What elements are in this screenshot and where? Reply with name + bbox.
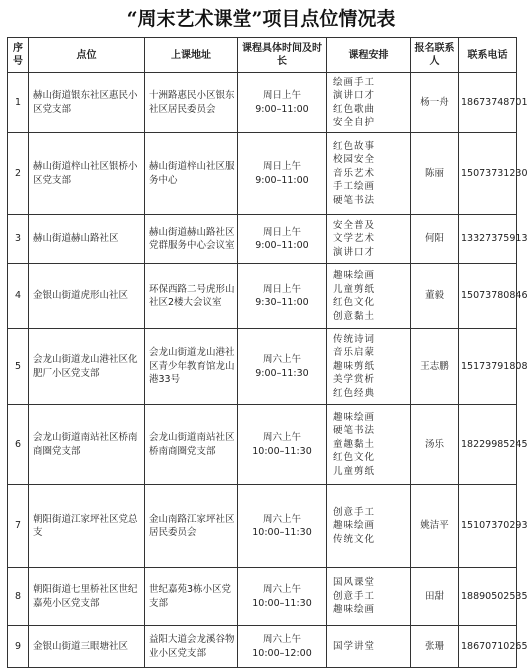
header-site: 点位 xyxy=(29,38,145,73)
header-time: 课程具体时间及时长 xyxy=(238,38,327,73)
cell-seq: 7 xyxy=(8,485,29,568)
cell-seq: 9 xyxy=(8,626,29,668)
course-item: 儿童剪纸 xyxy=(333,283,376,295)
cell-course xyxy=(327,626,411,668)
cell-contact: 田甜 xyxy=(411,568,459,626)
course-item: 音乐启蒙 xyxy=(333,347,376,359)
cell-site: 会龙山街道龙山港社区化肥厂小区党支部 xyxy=(29,329,145,405)
cell-contact: 张珊 xyxy=(411,626,459,668)
course-item: 趣味绘画 xyxy=(333,604,376,616)
header-course: 课程安排 xyxy=(327,38,411,73)
course-item: 童趣黏土 xyxy=(333,438,376,450)
cell-site: 朝阳街道江家坪社区党总支 xyxy=(29,485,145,568)
time-line: 周六上午 xyxy=(262,354,301,365)
cell-phone: 15073731230 xyxy=(459,133,517,215)
table-row xyxy=(8,215,517,264)
cell-course xyxy=(327,264,411,329)
table-header-row xyxy=(8,38,517,73)
course-item: 创意黏土 xyxy=(333,310,376,322)
cell-time xyxy=(238,73,327,133)
cell-time xyxy=(238,329,327,405)
cell-phone: 18229985245 xyxy=(459,405,517,485)
course-item: 红色文化 xyxy=(333,452,376,464)
cell-phone: 15173791808 xyxy=(459,329,517,405)
header-seq: 序号 xyxy=(8,38,29,73)
cell-site: 金银山街道虎形山社区 xyxy=(29,264,145,329)
table-row xyxy=(8,568,517,626)
header-phone: 联系电话 xyxy=(459,38,517,73)
course-item: 创意手工 xyxy=(333,506,376,518)
course-item: 传统诗词 xyxy=(333,333,376,345)
cell-site: 朝阳街道七里桥社区世纪嘉苑小区党支部 xyxy=(29,568,145,626)
cell-time xyxy=(238,568,327,626)
course-item: 红色歌曲 xyxy=(333,103,376,115)
schedule-table xyxy=(7,37,528,668)
cell-seq: 5 xyxy=(8,329,29,405)
cell-contact: 陈丽 xyxy=(411,133,459,215)
course-item: 硬笔书法 xyxy=(333,194,376,206)
time-line: 10:00–11:30 xyxy=(252,445,312,457)
cell-course xyxy=(327,133,411,215)
course-item: 安全自护 xyxy=(333,117,376,128)
cell-time xyxy=(238,264,327,329)
cell-phone: 18670710265 xyxy=(459,626,517,668)
table-row xyxy=(8,626,517,668)
cell-course xyxy=(327,485,411,568)
cell-time xyxy=(238,405,327,485)
cell-site: 会龙山街道南站社区桥南商圈党支部 xyxy=(29,405,145,485)
time-line: 周日上午 xyxy=(262,226,301,238)
course-item: 趣味绘画 xyxy=(333,270,376,281)
cell-seq: 1 xyxy=(8,73,29,133)
cell-course xyxy=(327,73,411,133)
cell-time xyxy=(238,485,327,568)
time-line: 9:00–11:30 xyxy=(255,367,309,379)
page-title: “周末艺术课堂”项目点位情况表 xyxy=(126,8,396,30)
course-item: 美学赏析 xyxy=(333,374,376,386)
cell-site: 赫山街道赫山路社区 xyxy=(29,215,145,264)
cell-time xyxy=(238,133,327,215)
cell-seq: 3 xyxy=(8,215,29,264)
cell-course xyxy=(327,329,411,405)
time-line: 周日上午 xyxy=(262,283,301,295)
cell-phone: 18890502535 xyxy=(459,568,517,626)
time-line: 周六上午 xyxy=(262,634,301,645)
time-line: 10:00–12:00 xyxy=(252,647,312,659)
time-line: 周日上午 xyxy=(262,161,301,172)
table-row xyxy=(8,329,517,405)
time-line: 周六上午 xyxy=(262,584,301,595)
cell-contact: 姚洁平 xyxy=(411,485,459,568)
cell-contact: 何阳 xyxy=(411,215,459,264)
course-item: 演讲口才 xyxy=(333,90,376,101)
course-item: 红色文化 xyxy=(333,297,376,308)
cell-address: 会龙山街道南站社区桥南商圈党支部 xyxy=(145,405,238,485)
header-address: 上课地址 xyxy=(145,38,238,73)
time-line: 9:00–11:00 xyxy=(255,240,309,251)
time-line: 9:30–11:00 xyxy=(255,297,309,308)
course-item: 趣味剪纸 xyxy=(333,360,376,372)
cell-phone: 13327375913 xyxy=(459,215,517,264)
course-item: 红色故事 xyxy=(333,140,376,152)
cell-address: 会龙山街道龙山港社区青少年教育馆龙山港33号 xyxy=(145,329,238,405)
time-line: 周日上午 xyxy=(262,90,301,101)
cell-course xyxy=(327,215,411,264)
cell-course xyxy=(327,568,411,626)
time-line: 9:00–11:00 xyxy=(255,174,309,186)
cell-address: 赫山街道赫山路社区党群服务中心会议室 xyxy=(145,215,238,264)
course-item: 文学艺术 xyxy=(333,233,376,245)
cell-contact: 杨一舟 xyxy=(411,73,459,133)
cell-site: 赫山街道梓山社区银桥小区党支部 xyxy=(29,133,145,215)
time-line: 周六上午 xyxy=(262,432,301,443)
cell-site: 赫山街道银东社区惠民小区党支部 xyxy=(29,73,145,133)
course-item: 安全普及 xyxy=(333,219,376,231)
cell-contact: 王志鹏 xyxy=(411,329,459,405)
table-row xyxy=(8,405,517,485)
cell-phone: 15073780846 xyxy=(459,264,517,329)
course-item: 校园安全 xyxy=(333,154,376,166)
course-item: 硬笔书法 xyxy=(333,425,376,437)
time-line: 10:00–11:30 xyxy=(252,527,312,538)
table-row xyxy=(8,485,517,568)
cell-time xyxy=(238,215,327,264)
table-row xyxy=(8,264,517,329)
cell-address: 益阳大道会龙溪谷物业小区党支部 xyxy=(145,626,238,668)
cell-address: 十洲路惠民小区银东社区居民委员会 xyxy=(145,73,238,133)
course-item: 儿童剪纸 xyxy=(333,465,376,477)
cell-seq: 6 xyxy=(8,405,29,485)
time-line: 周六上午 xyxy=(262,513,301,525)
course-item: 国风课堂 xyxy=(333,577,376,589)
cell-phone: 18673748701 xyxy=(459,73,517,133)
cell-site: 金银山街道三眼塘社区 xyxy=(29,626,145,668)
cell-course xyxy=(327,405,411,485)
time-line: 9:00–11:00 xyxy=(255,103,309,115)
cell-address: 环保西路二号虎形山社区2楼大会议室 xyxy=(145,264,238,329)
cell-address: 金山南路江家坪社区居民委员会 xyxy=(145,485,238,568)
course-item: 趣味绘画 xyxy=(333,411,376,423)
cell-contact: 董毅 xyxy=(411,264,459,329)
course-item: 创意手工 xyxy=(333,590,376,602)
cell-contact: 汤乐 xyxy=(411,405,459,485)
course-item: 趣味绘画 xyxy=(333,520,376,532)
course-item: 红色经典 xyxy=(333,387,376,399)
table-row xyxy=(8,73,517,133)
course-item: 传统文化 xyxy=(333,533,376,545)
course-item: 绘画手工 xyxy=(333,76,376,88)
course-item: 音乐艺术 xyxy=(333,167,376,179)
cell-seq: 8 xyxy=(8,568,29,626)
cell-seq: 2 xyxy=(8,133,29,215)
course-item: 手工绘画 xyxy=(333,181,376,193)
course-item: 演讲口才 xyxy=(333,246,376,258)
table-row xyxy=(8,133,517,215)
course-item: 国学讲堂 xyxy=(333,640,376,652)
cell-address: 世纪嘉苑3栋小区党支部 xyxy=(145,568,238,626)
header-contact: 报名联系人 xyxy=(411,38,459,73)
time-line: 10:00–11:30 xyxy=(252,597,312,609)
cell-seq: 4 xyxy=(8,264,29,329)
cell-phone: 15107370293 xyxy=(459,485,517,568)
cell-time xyxy=(238,626,327,668)
cell-address: 赫山街道梓山社区服务中心 xyxy=(145,133,238,215)
